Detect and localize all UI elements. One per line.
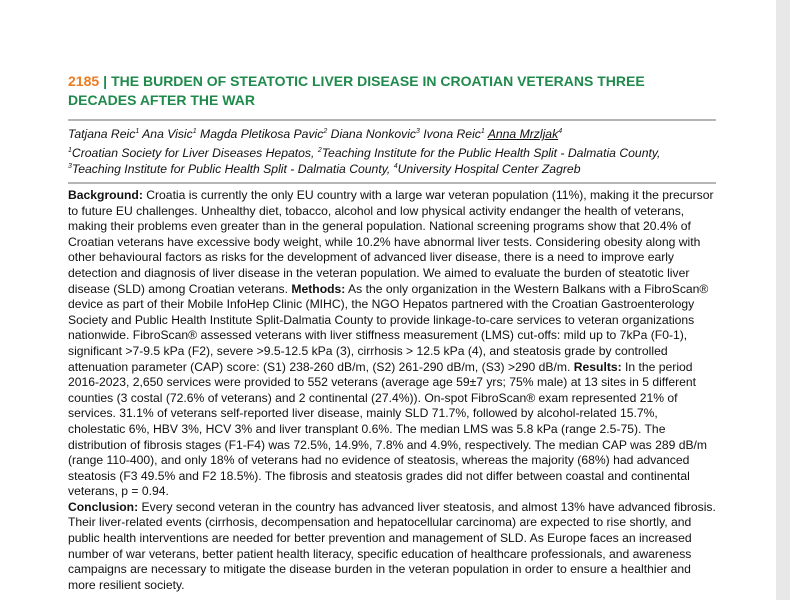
author-list <box>68 121 716 142</box>
author-affiliation-mark: 2 <box>323 127 328 135</box>
affiliation-number: 3 <box>68 162 72 170</box>
author-name: Diana Nonkovic <box>330 127 416 141</box>
title-line-1: THE BURDEN OF STEATOTIC LIVER DISEASE IN CROATIAN VETERANS THREE <box>111 73 645 89</box>
affiliation-number: 2 <box>317 146 322 154</box>
author-affiliation-mark: 4 <box>558 127 563 135</box>
author-affiliation-mark: 1 <box>135 127 140 135</box>
methods-text: As the only organization in the Western Balkans with a FibroScan® device as part of their Mobile InfoHep Clinic (MIHC), the NGO Hepatos partnered with the Croatian Gastroenterology Society and Public Health Institute Split-Dalmatia County to provide linkage-to-care services to veteran organizations nationwide. FibroScan® assessed veterans with liver stiffness measurement (LMS) cut-offs: mild up to 7kPa (F0-1), significant >7-9.5 kPa (F2), severe >9.5-12.5 kPa (3), cirrhosis > 12.5 kPa (4), and steatosis grade by controlled attenuation parameter (CAP) score: (S1) 238-260 dB/m, (S2) 261-290 dB/m, (S3) >290 dB/m. <box>68 281 709 374</box>
author-name: Tatjana Reic <box>68 127 136 141</box>
abstract-body <box>68 184 716 593</box>
presenting-author-name: Anna Mrzljak <box>487 127 559 141</box>
affiliation-number: 1 <box>68 146 72 154</box>
affiliation-text: Teaching Institute for Public Health Split - Dalmatia County, <box>71 162 394 176</box>
affiliation-list <box>68 142 716 182</box>
author-affiliation-mark: 1 <box>192 127 197 135</box>
title-line-2: DECADES AFTER THE WAR <box>68 92 255 108</box>
abstract-title <box>68 72 716 110</box>
author-name: Ana Visic <box>142 127 193 141</box>
author-name: Ivona Reic <box>423 127 481 141</box>
affiliation-text: Croatian Society for Liver Diseases Hepatos, <box>71 146 318 160</box>
page-edge-strip <box>776 0 790 600</box>
conclusion-text: Every second veteran in the country has advanced liver steatosis, and almost 13% have advanced fibrosis. Their liver-related events (cirrhosis, decompensation and hepatocellular carcinoma) are expected to rise shortly, and public health interventions are needed for better prevention and management of SLD. As Europe faces an increased number of war veterans, better patient health literacy, specific education of healthcare professionals, and awareness campaigns are necessary to mitigate the disease burden in the veteran population in order to ensure a healthier and more resilient society. <box>68 499 716 592</box>
affiliation-number: 4 <box>393 162 398 170</box>
results-label: Results: <box>573 359 622 374</box>
methods-label: Methods: <box>291 281 346 296</box>
title-separator: | <box>103 73 108 89</box>
affiliation-text: University Hospital Center Zagreb <box>397 162 581 176</box>
results-text: In the period 2016-2023, 2,650 services were provided to 552 veterans (average age 59±7 yrs; 75% male) at 13 sites in 5 different counties (3 costal (72.6% of veterans) and 2 continental (27.4%)). On-spot FibroScan® exam represented 21% of services. 31.1% of veterans self-reported liver disease, mainly SLD 71.7%, followed by alcohol-related 15.7%, cholestatic 6%, HBV 3%, HCV 3% and liver transplant 0.6%. The median LMS was 5.8 kPa (range 2.5-75). The distribution of fibrosis stages (F1-F4) was 72.5%, 14.9%, 7.8% and 4.9%, respectively. The median CAP was 289 dB/m (range 110-400), and only 18% of veterans had no evidence of steatosis, whereas the majority (68%) had advanced steatosis (F3 49.5% and F2 18.5%). The fibrosis and steatosis grades did not differ between coastal and continental veterans, p = 0.94. <box>68 359 708 499</box>
background-label: Background: <box>68 188 143 202</box>
background-text: Croatia is currently the only EU country with a large war veteran population (11%), making it the precursor to future EU challenges. Unhealthy diet, tobacco, alcohol and low physical activity endanger the health of veterans, making their problems even greater than in the general population. National screening programs show that 20.4% of Croatian veterans have excessive body weight, while 10.2% have abnormal liver tests. Considering obesity along with other behavioural factors as risks for the development of advanced liver disease, there is a need to improve early detection and diagnosis of liver disease in the veteran population. We aimed to evaluate the burden of steatotic liver disease (SLD) among Croatian veterans. <box>68 188 714 296</box>
author-name: Magda Pletikosa Pavic <box>200 127 324 141</box>
author-affiliation-mark: 3 <box>416 127 420 135</box>
conclusion-label: Conclusion: <box>68 499 139 514</box>
author-affiliation-mark: 1 <box>480 127 485 135</box>
abstract-number: 2185 <box>68 73 100 89</box>
affiliation-text: Teaching Institute for the Public Health Split - Dalmatia County, <box>321 146 661 160</box>
abstract-container <box>68 72 716 593</box>
